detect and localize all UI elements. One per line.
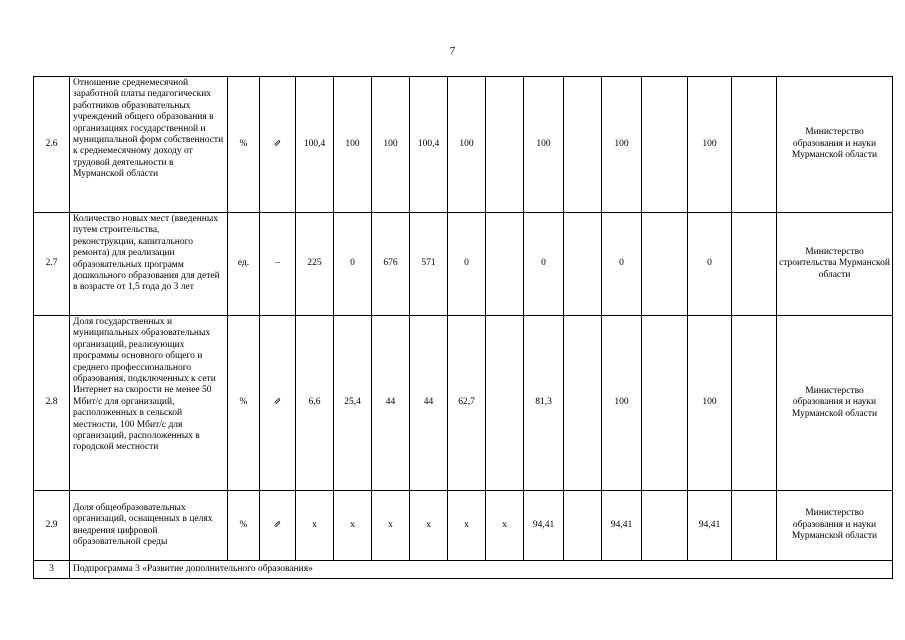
row-number: 2.7	[34, 213, 70, 316]
value-cell: 100	[372, 77, 410, 213]
value-cell: 100	[602, 316, 642, 491]
value-cell	[564, 491, 602, 561]
arrow-up-right-icon: ⇗	[260, 77, 296, 213]
value-cell: 100,4	[410, 77, 448, 213]
value-cell	[642, 491, 688, 561]
value-cell: х	[334, 491, 372, 561]
table-row	[34, 77, 893, 213]
value-cell: 81,3	[524, 316, 564, 491]
value-cell: 44	[410, 316, 448, 491]
unit-cell: %	[228, 77, 260, 213]
value-cell: 0	[602, 213, 642, 316]
value-cell: 0	[524, 213, 564, 316]
value-cell: 571	[410, 213, 448, 316]
value-cell	[486, 77, 524, 213]
arrow-up-right-icon: ⇗	[260, 491, 296, 561]
table-row	[34, 491, 893, 561]
value-cell: 100	[448, 77, 486, 213]
indicator-name: Количество новых мест (введенных путем строительства, реконструкции, капитального ремонта) для реализации образовательных программ дошкольного образования для детей в возрасте от 1,5 года до 3 лет	[70, 213, 228, 316]
row-number: 2.9	[34, 491, 70, 561]
value-cell: 100	[688, 316, 732, 491]
value-cell: х	[372, 491, 410, 561]
value-cell: 25,4	[334, 316, 372, 491]
value-cell: 100	[334, 77, 372, 213]
unit-cell: ед.	[228, 213, 260, 316]
responsible-cell: Министерство образования и науки Мурманской области	[777, 491, 893, 561]
value-cell: х	[296, 491, 334, 561]
row-number: 2.6	[34, 77, 70, 213]
value-cell	[564, 316, 602, 491]
indicator-name: Отношение среднемесячной заработной платы педагогических работников образовательных учреждений общего образования в организациях государственной и муниципальной форм собственности к среднемесячному доходу от трудовой деятельности в Мурманской области	[70, 77, 228, 213]
value-cell: 0	[448, 213, 486, 316]
value-cell: х	[448, 491, 486, 561]
value-cell	[642, 213, 688, 316]
unit-cell: %	[228, 491, 260, 561]
subprogram-number: 3	[34, 561, 70, 579]
dash-icon: –	[260, 213, 296, 316]
subprogram-title: Подпрограмма 3 «Развитие дополнительного образования»	[70, 561, 893, 579]
value-cell: 0	[334, 213, 372, 316]
responsible-cell: Министерство образования и науки Мурманской области	[777, 77, 893, 213]
value-cell: 0	[688, 213, 732, 316]
value-cell	[486, 316, 524, 491]
page-number: 7	[449, 45, 456, 57]
value-cell: 676	[372, 213, 410, 316]
value-cell	[732, 213, 777, 316]
subprogram-row	[34, 561, 893, 579]
responsible-cell: Министерство строительства Мурманской области	[777, 213, 893, 316]
value-cell: 94,41	[688, 491, 732, 561]
table-row	[34, 316, 893, 491]
indicators-table	[33, 76, 893, 579]
value-cell: х	[410, 491, 448, 561]
arrow-up-right-icon: ⇗	[260, 316, 296, 491]
value-cell: х	[486, 491, 524, 561]
value-cell: 100,4	[296, 77, 334, 213]
table-row	[34, 213, 893, 316]
indicator-name: Доля общеобразовательных организаций, оснащенных в целях внедрения цифровой образовательной среды	[70, 491, 228, 561]
value-cell: 100	[688, 77, 732, 213]
value-cell	[732, 491, 777, 561]
value-cell	[564, 213, 602, 316]
value-cell: 6,6	[296, 316, 334, 491]
value-cell: 100	[602, 77, 642, 213]
value-cell: 62,7	[448, 316, 486, 491]
value-cell	[732, 77, 777, 213]
value-cell	[642, 77, 688, 213]
unit-cell: %	[228, 316, 260, 491]
indicator-name: Доля государственных и муниципальных образовательных организаций, реализующих программы основного общего и среднего профессионального образования, подключенных к сети Интернет на скорости не менее 50 Мбит/с для организаций, расположенных в сельской местности, 100 Мбит/с для организаций, расположенных в городской местности	[70, 316, 228, 491]
value-cell: 44	[372, 316, 410, 491]
value-cell: 100	[524, 77, 564, 213]
value-cell	[642, 316, 688, 491]
value-cell: 94,41	[524, 491, 564, 561]
value-cell	[486, 213, 524, 316]
value-cell	[564, 77, 602, 213]
value-cell: 94,41	[602, 491, 642, 561]
responsible-cell: Министерство образования и науки Мурманской области	[777, 316, 893, 491]
value-cell	[732, 316, 777, 491]
row-number: 2.8	[34, 316, 70, 491]
value-cell: 225	[296, 213, 334, 316]
